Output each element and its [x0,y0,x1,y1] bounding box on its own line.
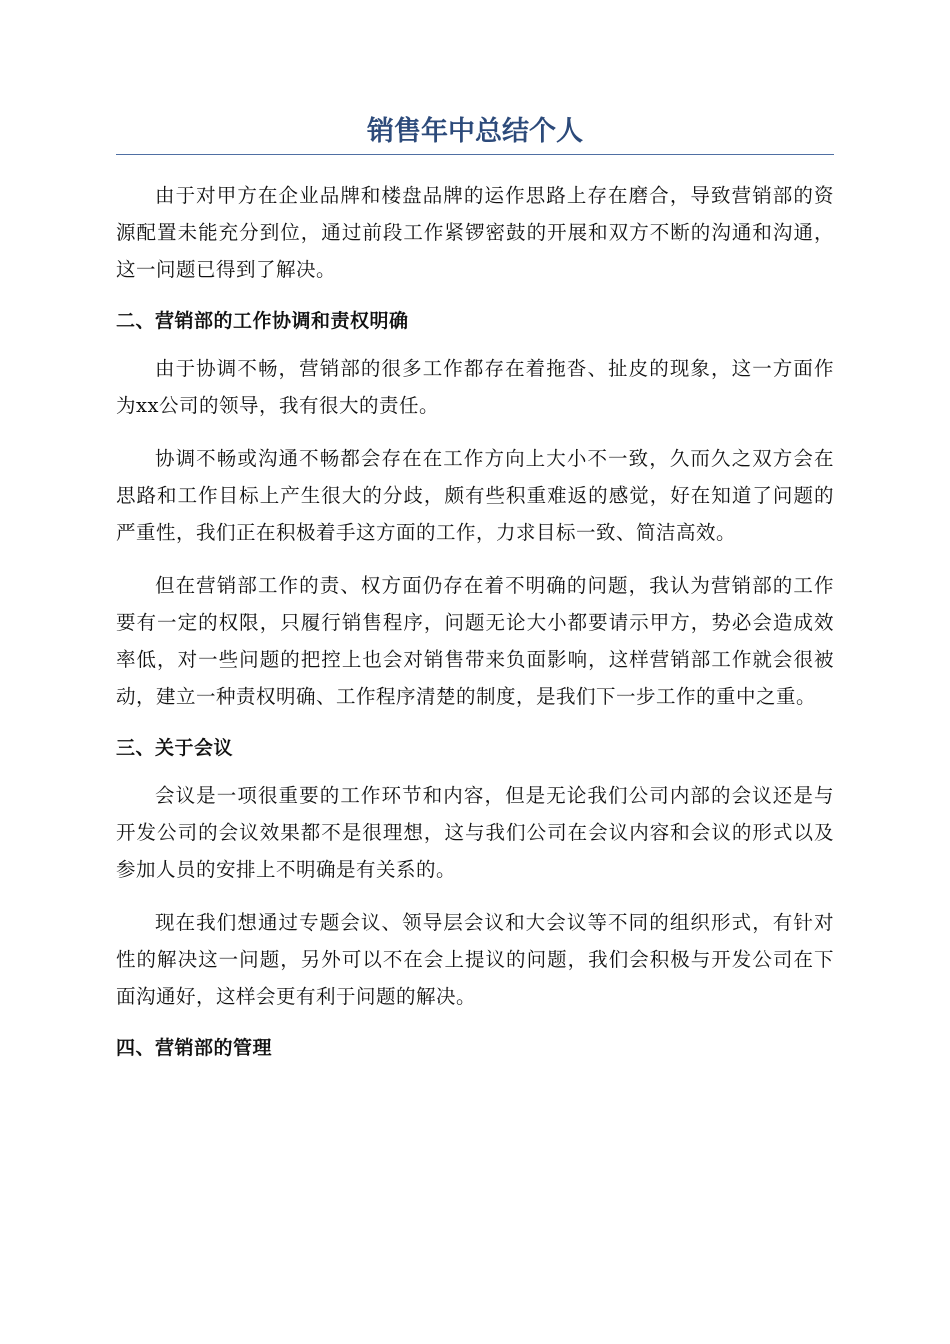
paragraph-5: 会议是一项很重要的工作环节和内容，但是无论我们公司内部的会议还是与开发公司的会议效果都不是很理想，这与我们公司在会议内容和会议的形式以及参加人员的安排上不明确是有关系的。 [116,784,834,881]
paragraph-3: 协调不畅或沟通不畅都会存在在工作方向上大小不一致，久而久之双方会在思路和工作目标上产生很大的分歧，颇有些积重难返的感觉，好在知道了问题的严重性，我们正在积极着手这方面的工作，力求目标一致、简洁高效。 [116,447,834,544]
section-heading-4: 四、营销部的管理 [116,1037,273,1059]
paragraph-2: 由于协调不畅，营销部的很多工作都存在着拖沓、扯皮的现象，这一方面作为xx公司的领导，我有很大的责任。 [116,357,834,417]
paragraph-4: 但在营销部工作的责、权方面仍存在着不明确的问题，我认为营销部的工作要有一定的权限，只履行销售程序，问题无论大小都要请示甲方，势必会造成效率低，对一些问题的把控上也会对销售带来负面影响，这样营销部工作就会很被动，建立一种责权明确、工作程序清楚的制度，是我们下一步工作的重中之重。 [116,574,834,708]
document-title: 销售年中总结个人 [116,112,834,155]
document-body [116,112,834,1065]
paragraph-1: 由于对甲方在企业品牌和楼盘品牌的运作思路上存在磨合，导致营销部的资源配置未能充分到位，通过前段工作紧锣密鼓的开展和双方不断的沟通和沟通，这一问题已得到了解决。 [116,184,834,281]
section-heading-3: 三、关于会议 [116,737,234,759]
section-heading-2: 二、营销部的工作协调和责权明确 [116,310,409,332]
paragraph-6: 现在我们想通过专题会议、领导层会议和大会议等不同的组织形式，有针对性的解决这一问题，另外可以不在会上提议的问题，我们会积极与开发公司在下面沟通好，这样会更有利于问题的解决。 [116,911,834,1008]
